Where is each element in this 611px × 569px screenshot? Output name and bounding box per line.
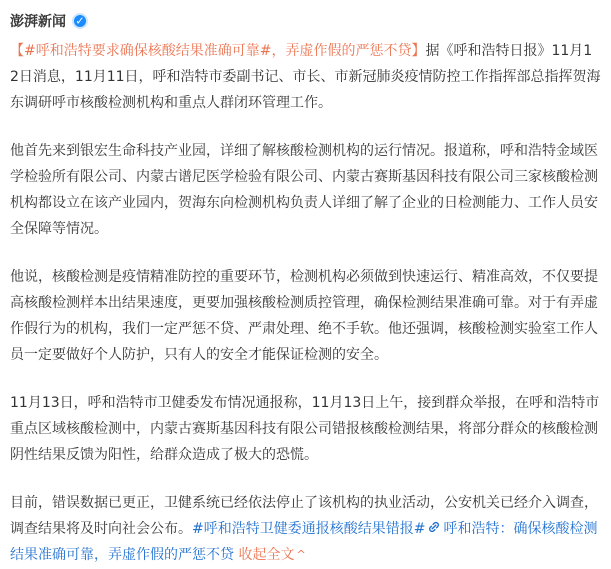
paragraph-2-text: 他首先来到银宏生命科技产业园，详细了解核酸检测机构的运行情况。报道称，呼和浩特金域医学检验所有限公司、内蒙古谱尼医学检验有限公司、内蒙古赛斯基因科技有限公司三家核酸检测机构都设立在该产业园内，贺海东向检测机构负责人详细了解了企业的日检测能力、工作人员安全保障等情况。 (10, 143, 598, 237)
paragraph-1-text: 据《呼和浩特日报》11月12日消息，11月11日，呼和浩特市委副书记、市长、市新冠肺炎疫情防控工作指挥部总指挥贺海东调研呼市核酸检测机构和重点人群闭环管理工作。 (10, 43, 601, 111)
paragraph-2 (10, 138, 601, 242)
hashtag-link[interactable]: #呼和浩特卫健委通报核酸结果错报# (192, 521, 426, 537)
paragraph-4 (10, 390, 601, 468)
verified-check-icon: ✓ (75, 14, 85, 27)
post-header (10, 10, 601, 32)
link-icon (427, 520, 441, 534)
paragraph-3 (10, 264, 601, 368)
paragraph-5 (10, 490, 601, 569)
collapse-label: 收起全文 (238, 547, 295, 563)
author-name[interactable]: 澎湃新闻 (10, 14, 66, 30)
paragraph-1 (10, 38, 601, 116)
verified-badge-icon (72, 13, 88, 29)
paragraph-4-text: 11月13日，呼和浩特市卫健委发布情况通报称，11月13日上午，接到群众举报，在呼和浩特市重点区域核酸检测中，内蒙古赛斯基因科技有限公司错报核酸检测结果，将部分群众的核酸检测阴性结果反馈为阳性，给群众造成了极大的恐慌。 (10, 395, 600, 463)
collapse-full-text-link[interactable] (238, 547, 305, 563)
paragraph-3-text: 他说，核酸检测是疫情精准防控的重要环节，检测机构必须做到快速运行、精准高效，不仅要提高核酸检测样本出结果速度，更要加强核酸检测质控管理，确保检测结果准确可靠。对于有弄虚作假行为的机构，我们一定严惩不贷、严肃处理、绝不手软。他还强调，核酸检测实验室工作人员一定要做好个人防护，只有人的安全才能保证检测的安全。 (10, 269, 598, 363)
article-link[interactable]: 呼和浩特：确保核酸检测结果准确可靠，弄虚作假的严惩不贷 (10, 521, 598, 563)
chevron-up-icon: ^ (296, 548, 306, 561)
headline-hashtag[interactable]: 【#呼和浩特要求确保核酸结果准确可靠#，弄虚作假的严惩不贷】 (10, 43, 426, 59)
paragraph-5-text: 目前，错误数据已更正，卫健系统已经依法停止了该机构的执业活动，公安机关已经介入调查，调查结果将及时向社会公布。 (10, 495, 598, 537)
